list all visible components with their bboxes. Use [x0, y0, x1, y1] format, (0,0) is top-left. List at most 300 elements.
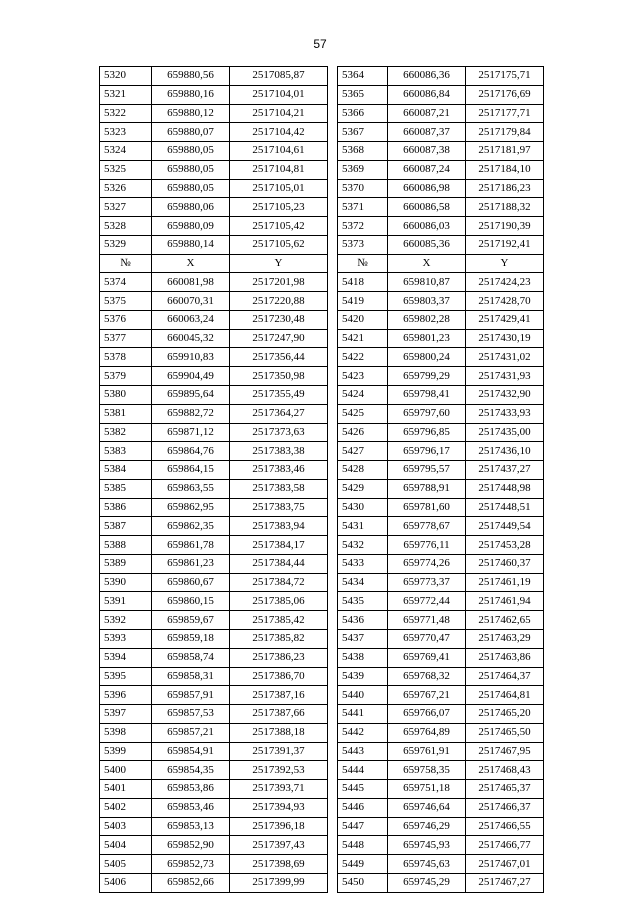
point-number-cell: 5401 [100, 780, 152, 799]
x-coordinate-cell: 659853,13 [152, 817, 230, 836]
point-number-cell: 5377 [100, 329, 152, 348]
x-coordinate-cell: 659768,32 [388, 667, 466, 686]
table-row [100, 479, 544, 498]
column-gap [328, 780, 338, 799]
y-coordinate-cell: 2517186,23 [466, 179, 544, 198]
point-number-cell: 5383 [100, 442, 152, 461]
column-gap [328, 873, 338, 892]
y-coordinate-cell: 2517104,21 [230, 104, 328, 123]
x-coordinate-cell: 659871,12 [152, 423, 230, 442]
column-gap [328, 104, 338, 123]
table-row [100, 198, 544, 217]
point-number-cell: 5437 [338, 629, 388, 648]
point-number-cell: 5404 [100, 836, 152, 855]
y-coordinate-cell: 2517467,01 [466, 855, 544, 874]
y-coordinate-cell: 2517464,37 [466, 667, 544, 686]
header-y-coordinate: Y [230, 254, 328, 273]
point-number-cell: 5432 [338, 536, 388, 555]
y-coordinate-cell: 2517385,06 [230, 592, 328, 611]
x-coordinate-cell: 659767,21 [388, 686, 466, 705]
point-number-cell: 5367 [338, 123, 388, 142]
point-number-cell: 5419 [338, 292, 388, 311]
point-number-cell: 5428 [338, 461, 388, 480]
x-coordinate-cell: 659773,37 [388, 573, 466, 592]
x-coordinate-cell: 660070,31 [152, 292, 230, 311]
x-coordinate-cell: 659803,37 [388, 292, 466, 311]
y-coordinate-cell: 2517466,77 [466, 836, 544, 855]
point-number-cell: 5322 [100, 104, 152, 123]
point-number-cell: 5440 [338, 686, 388, 705]
table-row [100, 629, 544, 648]
table-row [100, 855, 544, 874]
x-coordinate-cell: 659864,15 [152, 461, 230, 480]
page-number: 57 [313, 37, 327, 51]
table-row [100, 761, 544, 780]
x-coordinate-cell: 660081,98 [152, 273, 230, 292]
x-coordinate-cell: 659852,73 [152, 855, 230, 874]
y-coordinate-cell: 2517431,93 [466, 367, 544, 386]
point-number-cell: 5446 [338, 798, 388, 817]
point-number-cell: 5325 [100, 160, 152, 179]
x-coordinate-cell: 659861,23 [152, 554, 230, 573]
point-number-cell: 5372 [338, 217, 388, 236]
y-coordinate-cell: 2517393,71 [230, 780, 328, 799]
y-coordinate-cell: 2517387,66 [230, 705, 328, 724]
x-coordinate-cell: 659800,24 [388, 348, 466, 367]
x-coordinate-cell: 659758,35 [388, 761, 466, 780]
point-number-cell: 5370 [338, 179, 388, 198]
x-coordinate-cell: 659880,07 [152, 123, 230, 142]
point-number-cell: 5396 [100, 686, 152, 705]
x-coordinate-cell: 659788,91 [388, 479, 466, 498]
table-row [100, 273, 544, 292]
point-number-cell: 5406 [100, 873, 152, 892]
column-gap [328, 329, 338, 348]
column-gap [328, 386, 338, 405]
column-gap [328, 517, 338, 536]
point-number-cell: 5321 [100, 85, 152, 104]
y-coordinate-cell: 2517192,41 [466, 235, 544, 254]
table-row [100, 329, 544, 348]
y-coordinate-cell: 2517104,01 [230, 85, 328, 104]
table-row [100, 123, 544, 142]
point-number-cell: 5402 [100, 798, 152, 817]
x-coordinate-cell: 659880,14 [152, 235, 230, 254]
y-coordinate-cell: 2517466,55 [466, 817, 544, 836]
point-number-cell: 5368 [338, 142, 388, 161]
point-number-cell: 5392 [100, 611, 152, 630]
point-number-cell: 5385 [100, 479, 152, 498]
x-coordinate-cell: 659863,55 [152, 479, 230, 498]
point-number-cell: 5378 [100, 348, 152, 367]
column-gap [328, 798, 338, 817]
y-coordinate-cell: 2517105,62 [230, 235, 328, 254]
x-coordinate-cell: 659858,31 [152, 667, 230, 686]
column-gap [328, 85, 338, 104]
point-number-cell: 5374 [100, 273, 152, 292]
point-number-cell: 5371 [338, 198, 388, 217]
x-coordinate-cell: 659904,49 [152, 367, 230, 386]
x-coordinate-cell: 659801,23 [388, 329, 466, 348]
y-coordinate-cell: 2517465,20 [466, 705, 544, 724]
y-coordinate-cell: 2517355,49 [230, 386, 328, 405]
y-coordinate-cell: 2517433,93 [466, 404, 544, 423]
point-number-cell: 5323 [100, 123, 152, 142]
x-coordinate-cell: 659880,06 [152, 198, 230, 217]
x-coordinate-cell: 659880,56 [152, 67, 230, 86]
y-coordinate-cell: 2517429,41 [466, 310, 544, 329]
y-coordinate-cell: 2517190,39 [466, 217, 544, 236]
y-coordinate-cell: 2517398,69 [230, 855, 328, 874]
point-number-cell: 5423 [338, 367, 388, 386]
y-coordinate-cell: 2517463,29 [466, 629, 544, 648]
coordinates-table [99, 66, 544, 893]
x-coordinate-cell: 660086,84 [388, 85, 466, 104]
y-coordinate-cell: 2517175,71 [466, 67, 544, 86]
point-number-cell: 5320 [100, 67, 152, 86]
column-gap [328, 423, 338, 442]
table-row [100, 742, 544, 761]
y-coordinate-cell: 2517391,37 [230, 742, 328, 761]
point-number-cell: 5386 [100, 498, 152, 517]
point-number-cell: 5329 [100, 235, 152, 254]
table-row [100, 554, 544, 573]
y-coordinate-cell: 2517437,27 [466, 461, 544, 480]
y-coordinate-cell: 2517188,32 [466, 198, 544, 217]
y-coordinate-cell: 2517085,87 [230, 67, 328, 86]
point-number-cell: 5422 [338, 348, 388, 367]
point-number-cell: 5435 [338, 592, 388, 611]
y-coordinate-cell: 2517461,19 [466, 573, 544, 592]
column-gap [328, 761, 338, 780]
x-coordinate-cell: 659772,44 [388, 592, 466, 611]
y-coordinate-cell: 2517424,23 [466, 273, 544, 292]
y-coordinate-cell: 2517453,28 [466, 536, 544, 555]
y-coordinate-cell: 2517104,42 [230, 123, 328, 142]
y-coordinate-cell: 2517428,70 [466, 292, 544, 311]
x-coordinate-cell: 659852,90 [152, 836, 230, 855]
x-coordinate-cell: 659776,11 [388, 536, 466, 555]
table-row [100, 461, 544, 480]
point-number-cell: 5400 [100, 761, 152, 780]
column-gap [328, 817, 338, 836]
x-coordinate-cell: 659880,09 [152, 217, 230, 236]
point-number-cell: 5399 [100, 742, 152, 761]
y-coordinate-cell: 2517383,38 [230, 442, 328, 461]
column-gap [328, 648, 338, 667]
column-gap [328, 235, 338, 254]
y-coordinate-cell: 2517385,82 [230, 629, 328, 648]
point-number-cell: 5441 [338, 705, 388, 724]
table-row [100, 386, 544, 405]
point-number-cell: 5420 [338, 310, 388, 329]
table-row [100, 348, 544, 367]
point-number-cell: 5375 [100, 292, 152, 311]
y-coordinate-cell: 2517104,81 [230, 160, 328, 179]
y-coordinate-cell: 2517181,97 [466, 142, 544, 161]
y-coordinate-cell: 2517373,63 [230, 423, 328, 442]
point-number-cell: 5326 [100, 179, 152, 198]
x-coordinate-cell: 659862,35 [152, 517, 230, 536]
x-coordinate-cell: 660086,36 [388, 67, 466, 86]
y-coordinate-cell: 2517386,23 [230, 648, 328, 667]
x-coordinate-cell: 660086,03 [388, 217, 466, 236]
point-number-cell: 5364 [338, 67, 388, 86]
table-row [100, 817, 544, 836]
column-gap [328, 310, 338, 329]
table-row [100, 498, 544, 517]
point-number-cell: 5442 [338, 723, 388, 742]
y-coordinate-cell: 2517392,53 [230, 761, 328, 780]
x-coordinate-cell: 660045,32 [152, 329, 230, 348]
column-gap [328, 723, 338, 742]
y-coordinate-cell: 2517394,93 [230, 798, 328, 817]
point-number-cell: 5445 [338, 780, 388, 799]
x-coordinate-cell: 659774,26 [388, 554, 466, 573]
x-coordinate-cell: 659859,67 [152, 611, 230, 630]
point-number-cell: 5450 [338, 873, 388, 892]
y-coordinate-cell: 2517399,99 [230, 873, 328, 892]
point-number-cell: 5443 [338, 742, 388, 761]
y-coordinate-cell: 2517460,37 [466, 554, 544, 573]
table-row [100, 686, 544, 705]
table-row [100, 85, 544, 104]
y-coordinate-cell: 2517384,44 [230, 554, 328, 573]
x-coordinate-cell: 660086,58 [388, 198, 466, 217]
x-coordinate-cell: 659860,15 [152, 592, 230, 611]
point-number-cell: 5397 [100, 705, 152, 724]
y-coordinate-cell: 2517448,51 [466, 498, 544, 517]
y-coordinate-cell: 2517386,70 [230, 667, 328, 686]
point-number-cell: 5382 [100, 423, 152, 442]
table-row [100, 517, 544, 536]
y-coordinate-cell: 2517184,10 [466, 160, 544, 179]
point-number-cell: 5421 [338, 329, 388, 348]
column-gap [328, 160, 338, 179]
column-gap [328, 142, 338, 161]
point-number-cell: 5405 [100, 855, 152, 874]
y-coordinate-cell: 2517465,37 [466, 780, 544, 799]
x-coordinate-cell: 659810,87 [388, 273, 466, 292]
column-gap [328, 742, 338, 761]
table-row [100, 573, 544, 592]
column-gap [328, 705, 338, 724]
point-number-cell: 5391 [100, 592, 152, 611]
point-number-cell: 5429 [338, 479, 388, 498]
column-gap [328, 254, 338, 273]
table-row [100, 836, 544, 855]
point-number-cell: 5425 [338, 404, 388, 423]
y-coordinate-cell: 2517467,95 [466, 742, 544, 761]
point-number-cell: 5366 [338, 104, 388, 123]
table-row [100, 648, 544, 667]
point-number-cell: 5393 [100, 629, 152, 648]
y-coordinate-cell: 2517435,00 [466, 423, 544, 442]
table-row [100, 67, 544, 86]
x-coordinate-cell: 659761,91 [388, 742, 466, 761]
column-gap [328, 442, 338, 461]
point-number-cell: 5365 [338, 85, 388, 104]
y-coordinate-cell: 2517385,42 [230, 611, 328, 630]
y-coordinate-cell: 2517364,27 [230, 404, 328, 423]
table-row [100, 179, 544, 198]
x-coordinate-cell: 659910,83 [152, 348, 230, 367]
y-coordinate-cell: 2517462,65 [466, 611, 544, 630]
point-number-cell: 5381 [100, 404, 152, 423]
column-gap [328, 836, 338, 855]
y-coordinate-cell: 2517383,46 [230, 461, 328, 480]
column-gap [328, 367, 338, 386]
column-gap [328, 217, 338, 236]
point-number-cell: 5395 [100, 667, 152, 686]
y-coordinate-cell: 2517448,98 [466, 479, 544, 498]
x-coordinate-cell: 660086,98 [388, 179, 466, 198]
column-gap [328, 498, 338, 517]
header-point-number: № [338, 254, 388, 273]
table-row [100, 592, 544, 611]
table-row [100, 611, 544, 630]
y-coordinate-cell: 2517105,01 [230, 179, 328, 198]
header-x-coordinate: X [152, 254, 230, 273]
column-gap [328, 573, 338, 592]
x-coordinate-cell: 659795,57 [388, 461, 466, 480]
point-number-cell: 5379 [100, 367, 152, 386]
table-row [100, 292, 544, 311]
x-coordinate-cell: 659745,93 [388, 836, 466, 855]
y-coordinate-cell: 2517468,43 [466, 761, 544, 780]
y-coordinate-cell: 2517387,16 [230, 686, 328, 705]
column-gap [328, 536, 338, 555]
x-coordinate-cell: 659857,53 [152, 705, 230, 724]
x-coordinate-cell: 659880,05 [152, 179, 230, 198]
x-coordinate-cell: 659862,95 [152, 498, 230, 517]
x-coordinate-cell: 659854,91 [152, 742, 230, 761]
point-number-cell: 5438 [338, 648, 388, 667]
x-coordinate-cell: 659864,76 [152, 442, 230, 461]
table-row [100, 310, 544, 329]
table-header-row [100, 254, 544, 273]
table-row [100, 723, 544, 742]
x-coordinate-cell: 659861,78 [152, 536, 230, 555]
x-coordinate-cell: 659796,85 [388, 423, 466, 442]
point-number-cell: 5439 [338, 667, 388, 686]
column-gap [328, 611, 338, 630]
x-coordinate-cell: 659854,35 [152, 761, 230, 780]
point-number-cell: 5403 [100, 817, 152, 836]
table-row [100, 705, 544, 724]
column-gap [328, 479, 338, 498]
column-gap [328, 461, 338, 480]
table-row [100, 667, 544, 686]
x-coordinate-cell: 659797,60 [388, 404, 466, 423]
table-row [100, 780, 544, 799]
column-gap [328, 198, 338, 217]
y-coordinate-cell: 2517177,71 [466, 104, 544, 123]
x-coordinate-cell: 659852,66 [152, 873, 230, 892]
header-y-coordinate: Y [466, 254, 544, 273]
y-coordinate-cell: 2517464,81 [466, 686, 544, 705]
x-coordinate-cell: 660063,24 [152, 310, 230, 329]
x-coordinate-cell: 659746,29 [388, 817, 466, 836]
point-number-cell: 5389 [100, 554, 152, 573]
x-coordinate-cell: 659859,18 [152, 629, 230, 648]
x-coordinate-cell: 659857,21 [152, 723, 230, 742]
column-gap [328, 686, 338, 705]
header-point-number: № [100, 254, 152, 273]
y-coordinate-cell: 2517430,19 [466, 329, 544, 348]
table-row [100, 442, 544, 461]
column-gap [328, 855, 338, 874]
y-coordinate-cell: 2517384,72 [230, 573, 328, 592]
column-gap [328, 554, 338, 573]
y-coordinate-cell: 2517467,27 [466, 873, 544, 892]
x-coordinate-cell: 659766,07 [388, 705, 466, 724]
point-number-cell: 5427 [338, 442, 388, 461]
table-row [100, 235, 544, 254]
y-coordinate-cell: 2517431,02 [466, 348, 544, 367]
y-coordinate-cell: 2517247,90 [230, 329, 328, 348]
table-row [100, 536, 544, 555]
point-number-cell: 5327 [100, 198, 152, 217]
point-number-cell: 5424 [338, 386, 388, 405]
y-coordinate-cell: 2517179,84 [466, 123, 544, 142]
point-number-cell: 5388 [100, 536, 152, 555]
table-row [100, 160, 544, 179]
y-coordinate-cell: 2517436,10 [466, 442, 544, 461]
y-coordinate-cell: 2517432,90 [466, 386, 544, 405]
x-coordinate-cell: 659853,86 [152, 780, 230, 799]
x-coordinate-cell: 659796,17 [388, 442, 466, 461]
point-number-cell: 5426 [338, 423, 388, 442]
column-gap [328, 273, 338, 292]
column-gap [328, 592, 338, 611]
column-gap [328, 404, 338, 423]
point-number-cell: 5384 [100, 461, 152, 480]
x-coordinate-cell: 659746,64 [388, 798, 466, 817]
x-coordinate-cell: 659880,05 [152, 160, 230, 179]
point-number-cell: 5369 [338, 160, 388, 179]
point-number-cell: 5448 [338, 836, 388, 855]
point-number-cell: 5324 [100, 142, 152, 161]
x-coordinate-cell: 659853,46 [152, 798, 230, 817]
point-number-cell: 5394 [100, 648, 152, 667]
point-number-cell: 5380 [100, 386, 152, 405]
x-coordinate-cell: 659771,48 [388, 611, 466, 630]
x-coordinate-cell: 660087,24 [388, 160, 466, 179]
x-coordinate-cell: 659764,89 [388, 723, 466, 742]
x-coordinate-cell: 659860,67 [152, 573, 230, 592]
point-number-cell: 5398 [100, 723, 152, 742]
table-row [100, 104, 544, 123]
table-row [100, 142, 544, 161]
point-number-cell: 5434 [338, 573, 388, 592]
y-coordinate-cell: 2517356,44 [230, 348, 328, 367]
point-number-cell: 5430 [338, 498, 388, 517]
y-coordinate-cell: 2517104,61 [230, 142, 328, 161]
x-coordinate-cell: 659882,72 [152, 404, 230, 423]
x-coordinate-cell: 659798,41 [388, 386, 466, 405]
table-row [100, 423, 544, 442]
x-coordinate-cell: 659895,64 [152, 386, 230, 405]
y-coordinate-cell: 2517105,23 [230, 198, 328, 217]
x-coordinate-cell: 660087,37 [388, 123, 466, 142]
point-number-cell: 5436 [338, 611, 388, 630]
point-number-cell: 5418 [338, 273, 388, 292]
y-coordinate-cell: 2517449,54 [466, 517, 544, 536]
y-coordinate-cell: 2517461,94 [466, 592, 544, 611]
x-coordinate-cell: 659770,47 [388, 629, 466, 648]
x-coordinate-cell: 659857,91 [152, 686, 230, 705]
